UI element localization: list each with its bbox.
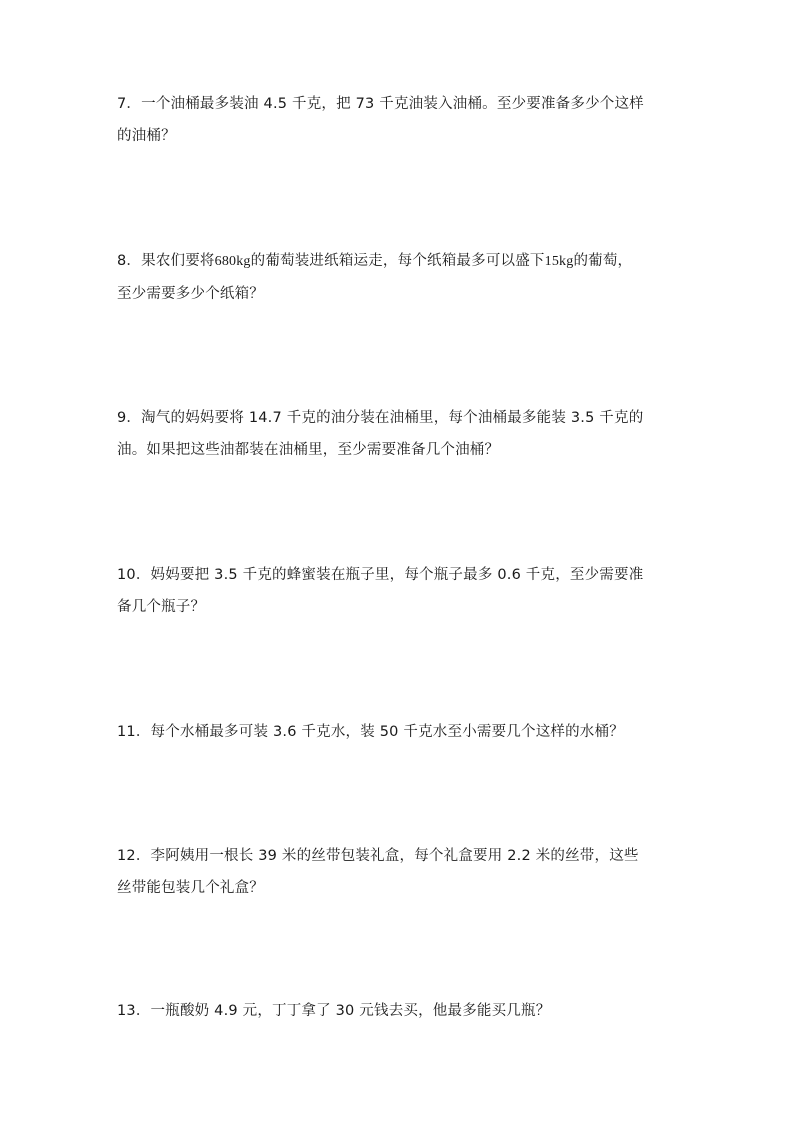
question-line: 13．一瓶酸奶 4.9 元，丁丁拿了 30 元钱去买，他最多能买几瓶？ (117, 1003, 551, 1019)
weight-unit: 680kg (214, 254, 251, 269)
question-line: 7．一个油桶最多装油 4.5 千克，把 73 千克油装入油桶。至少要准备多少个这样 (117, 96, 644, 112)
question-line: 10．妈妈要把 3.5 千克的蜂蜜装在瓶子里，每个瓶子最多 0.6 千克，至少需要准 (117, 567, 644, 583)
question-line: 12．李阿姨用一根长 39 米的丝带包装礼盒，每个礼盒要用 2.2 米的丝带，这些 (117, 848, 639, 864)
question-line: 油。如果把这些油都装在油桶里，至少需要准备几个油桶？ (117, 442, 500, 458)
question-text: 的葡萄装进纸箱运走，每个纸箱最多可以盛下 (250, 253, 545, 269)
question-13 (117, 995, 687, 1027)
question-11 (117, 716, 687, 748)
question-line: 至少需要多少个纸箱？ (117, 286, 264, 302)
question-8 (117, 245, 687, 310)
question-line: 11．每个水桶最多可装 3.6 千克水，装 50 千克水至小需要几个这样的水桶？ (117, 724, 624, 740)
question-line: 备几个瓶子？ (117, 599, 206, 615)
question-text: 8．果农们要将 (117, 253, 215, 269)
question-7 (117, 88, 687, 152)
question-10 (117, 559, 687, 623)
weight-unit: 15kg (544, 254, 574, 269)
question-9 (117, 402, 687, 466)
question-line: 丝带能包装几个礼盒？ (117, 880, 264, 896)
question-line: 的油桶？ (117, 128, 176, 144)
question-text: 的葡萄， (573, 253, 633, 269)
question-line (117, 245, 687, 278)
question-12 (117, 840, 687, 904)
question-line: 9．淘气的妈妈要将 14.7 千克的油分装在油桶里，每个油桶最多能装 3.5 千克的 (117, 410, 644, 426)
